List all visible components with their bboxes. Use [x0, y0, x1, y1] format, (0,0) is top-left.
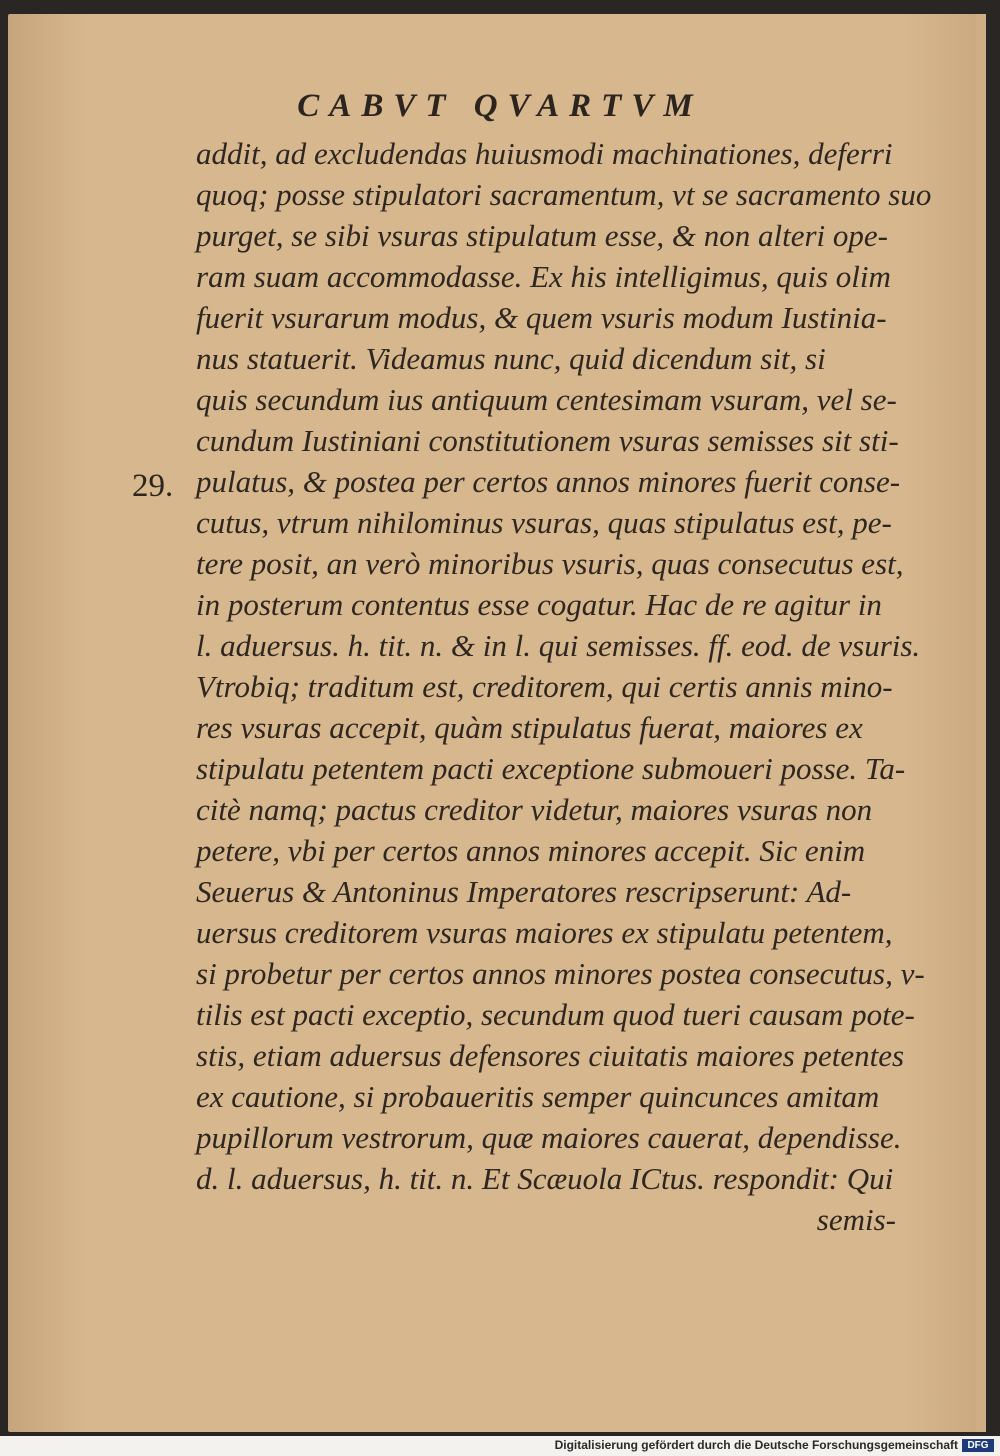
text-line: l. aduersus. h. tit. n. & in l. qui semisses. ff. eod. de vsuris. [196, 628, 921, 663]
footer-credit: Digitalisierung gefördert durch die Deutsche Forschungsgemeinschaft [554, 1438, 958, 1452]
text-line: stis, etiam aduersus defensores ciuitatis maiores petentes [196, 1038, 905, 1073]
text-line: purget, se sibi vsuras stipulatum esse, & non alteri ope- [196, 218, 889, 253]
text-line: petere, vbi per certos annos minores accepit. Sic enim [196, 833, 866, 868]
text-line: citè namq; pactus creditor videtur, maiores vsuras non [196, 792, 873, 827]
text-line: Vtrobiq; traditum est, creditorem, qui certis annis mino- [196, 669, 893, 704]
catchword: semis- [816, 1202, 896, 1237]
footer-bar [0, 1436, 1000, 1456]
dfg-logo: DFG [962, 1439, 994, 1452]
text-line: in posterum contentus esse cogatur. Hac de re agitur in [196, 587, 882, 622]
text-line: ram suam accommodasse. Ex his intelligimus, quis olim [196, 259, 891, 294]
text-line: quoq; posse stipulatori sacramentum, vt se sacramento suo [196, 177, 932, 212]
text-line: nus statuerit. Videamus nunc, quid dicendum sit, si [196, 341, 826, 376]
text-line: cundum Iustiniani constitutionem vsuras semisses sit sti- [196, 423, 899, 458]
running-head: CABVT QVARTVM [297, 88, 703, 124]
text-line: uersus creditorem vsuras maiores ex stipulatu petentem, [196, 915, 893, 950]
text-line: pulatus, & postea per certos annos minores fuerit conse- [196, 464, 901, 499]
text-line: tilis est pacti exceptio, secundum quod tueri causam pote- [196, 997, 915, 1032]
page-edge [976, 14, 986, 1432]
text-line: res vsuras accepit, quàm stipulatus fuerat, maiores ex [196, 710, 863, 745]
text-line: addit, ad excludendas huiusmodi machinationes, deferri [196, 136, 893, 171]
text-line: quis secundum ius antiquum centesimam vsuram, vel se- [196, 382, 897, 417]
text-line: si probetur per certos annos minores postea consecutus, v- [196, 956, 925, 991]
text-line: tere posit, an verò minoribus vsuris, quas consecutus est, [196, 546, 904, 581]
text-line: fuerit vsurarum modus, & quem vsuris modum Iustinia- [196, 300, 887, 335]
text-line: stipulatu petentem pacti exceptione submoueri posse. Ta- [196, 751, 906, 786]
text-line: pupillorum vestrorum, quæ maiores cauerat, dependisse. [196, 1120, 902, 1155]
text-line: d. l. aduersus, h. tit. n. Et Scæuola ICtus. respondit: Qui [196, 1161, 894, 1196]
text-line: ex cautione, si probaueritis semper quincunces amitam [196, 1079, 880, 1114]
text-line: Seuerus & Antoninus Imperatores rescripserunt: Ad- [196, 874, 852, 909]
text-line: cutus, vtrum nihilominus vsuras, quas stipulatus est, pe- [196, 505, 892, 540]
marginal-number: 29. [132, 468, 174, 504]
